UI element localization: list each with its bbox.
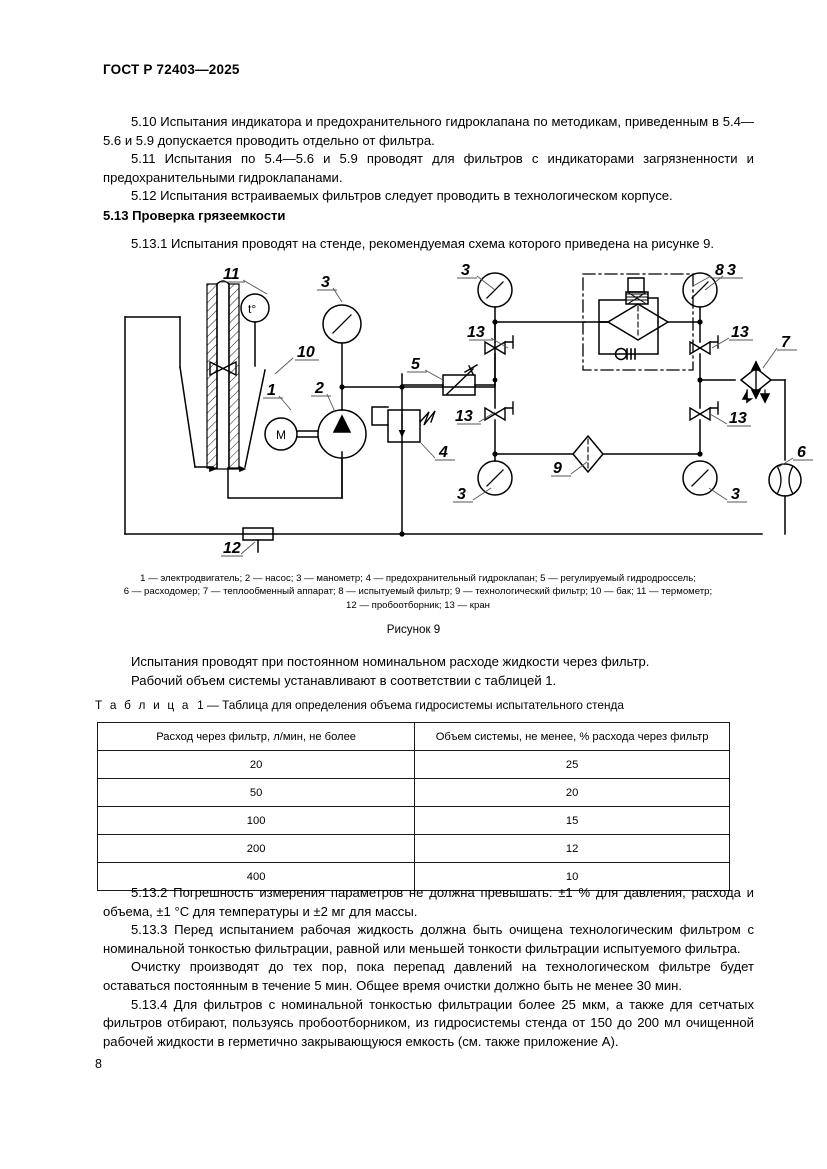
cell-volume: 10 [415, 863, 730, 891]
callout-5: 5 [411, 356, 420, 373]
callout-3-bl: 3 [457, 486, 466, 503]
figure-9-hydraulic-scheme [95, 262, 806, 562]
cell-flow: 100 [98, 807, 415, 835]
callout-11: 11 [223, 266, 240, 283]
callout-3-pump: 3 [321, 274, 330, 291]
table-1-system-volume [97, 722, 730, 891]
table-row [98, 779, 730, 807]
cell-volume: 20 [415, 779, 730, 807]
paragraph-5-13-1: 5.13.1 Испытания проводят на стенде, рекомендуемая схема которого приведена на рисунке 9. [131, 236, 715, 251]
callout-3-br: 3 [731, 486, 740, 503]
paragraph-flow-rate: Испытания проводят при постоянном номинальном расходе жидкости через фильтр. [131, 654, 650, 669]
callout-13-br: 13 [729, 410, 747, 427]
figure-legend [88, 572, 748, 612]
callout-6: 6 [797, 444, 806, 461]
table-row [98, 807, 730, 835]
callout-1: 1 [267, 382, 276, 399]
heading-5-13: 5.13 Проверка грязеемкости [103, 208, 286, 223]
callout-13-tl: 13 [467, 324, 485, 341]
cell-volume: 15 [415, 807, 730, 835]
callout-3-tr: 3 [727, 262, 736, 279]
cell-volume: 12 [415, 835, 730, 863]
table-title-rest: 1 — Таблица для определения объема гидросистемы испытательного стенда [197, 698, 624, 712]
motor-symbol-letter: M [276, 428, 286, 442]
paragraph-system-volume: Рабочий объем системы устанавливают в соответствии с таблицей 1. [131, 672, 557, 688]
cell-flow: 50 [98, 779, 415, 807]
table-title-prefix: Т а б л и ц а [95, 698, 191, 712]
paragraph-after-figure [103, 653, 754, 690]
cell-volume: 25 [415, 751, 730, 779]
thermometer-symbol-letter: t° [248, 302, 257, 316]
figure-caption: Рисунок 9 [386, 623, 441, 636]
table-1-title [95, 698, 624, 712]
paragraph-5-11: 5.11 Испытания по 5.4—5.6 и 5.9 проводят для фильтров с индикаторами загрязненности и предохранительными гидроклапанами. [103, 151, 754, 185]
paragraph-5-12: 5.12 Испытания встраиваемых фильтров следует проводить в технологическом корпусе. [131, 188, 673, 204]
page-header-standard-number: ГОСТ Р 72403—2025 [103, 62, 240, 77]
table-row [98, 835, 730, 863]
figure-legend-line-3: 12 — пробоотборник; 13 — кран [346, 599, 490, 611]
cell-flow: 20 [98, 751, 415, 779]
table-row [98, 751, 730, 779]
table-col-header-volume: Объем системы, не менее, % расхода через фильтр [415, 723, 730, 751]
cell-flow: 200 [98, 835, 415, 863]
page-number: 8 [95, 1057, 102, 1071]
callout-12: 12 [223, 540, 241, 557]
paragraph-5-13-4: 5.13.4 Для фильтров с номинальной тонкостью фильтрации более 25 мкм, а также для сетчатых фильтров отбирают, пользуясь пробоотборником, из гидросистемы стенда от 150 до 200 мл очищенной рабочей жидкости в герметично закрывающуюся емкость (см. также приложение А). [103, 996, 754, 1049]
table-col-header-flow: Расход через фильтр, л/мин, не более [98, 723, 415, 751]
callout-10: 10 [297, 344, 315, 361]
paragraph-group-top [103, 113, 754, 206]
callout-13-tr: 13 [731, 324, 749, 341]
figure-legend-line-1: 1 — электродвигатель; 2 — насос; 3 — манометр; 4 — предохранительный гидроклапан; 5 — регулируемый гидродроссель; [140, 573, 696, 584]
callout-7: 7 [781, 334, 790, 351]
callout-4: 4 [439, 444, 448, 461]
paragraph-group-bottom [103, 884, 754, 1051]
table-header-row [98, 723, 730, 751]
figure-legend-line-2: 6 — расходомер; 7 — теплообменный аппарат; 8 — испытуемый фильтр; 9 — технологический фильтр; 10 — бак; 11 — термометр; [123, 586, 713, 598]
cell-flow: 400 [98, 863, 415, 891]
paragraph-5-13-1-wrap [103, 235, 754, 254]
callout-13-bl: 13 [455, 408, 473, 425]
callout-9: 9 [553, 460, 562, 477]
paragraph-5-13-3-cont: Очистку производят до тех пор, пока перепад давлений на технологическом фильтре будет оставаться постоянным в течение 5 мин. Общее время очистки должно быть не менее 30 мин. [103, 959, 754, 993]
paragraph-5-10: 5.10 Испытания индикатора и предохранительного гидроклапана по методикам, приведенным в 5.4—5.6 и 5.9 допускается проводить отдельно от фильтра. [103, 114, 754, 148]
paragraph-5-13-2: 5.13.2 Погрешность измерения параметров не должна превышать: ±1 % для давления, расхода и объема, ±1 °C для температуры и ±2 мг для массы. [103, 885, 754, 919]
paragraph-5-13-3: 5.13.3 Перед испытанием рабочая жидкость должна быть очищена технологическим фильтром с номинальной тонкостью фильтрации, равной или меньшей тонкости фильтрации испытуемого фильтра. [103, 922, 754, 956]
callout-3-tl: 3 [461, 262, 470, 279]
callout-8: 8 [715, 262, 724, 279]
callout-2: 2 [315, 380, 324, 397]
